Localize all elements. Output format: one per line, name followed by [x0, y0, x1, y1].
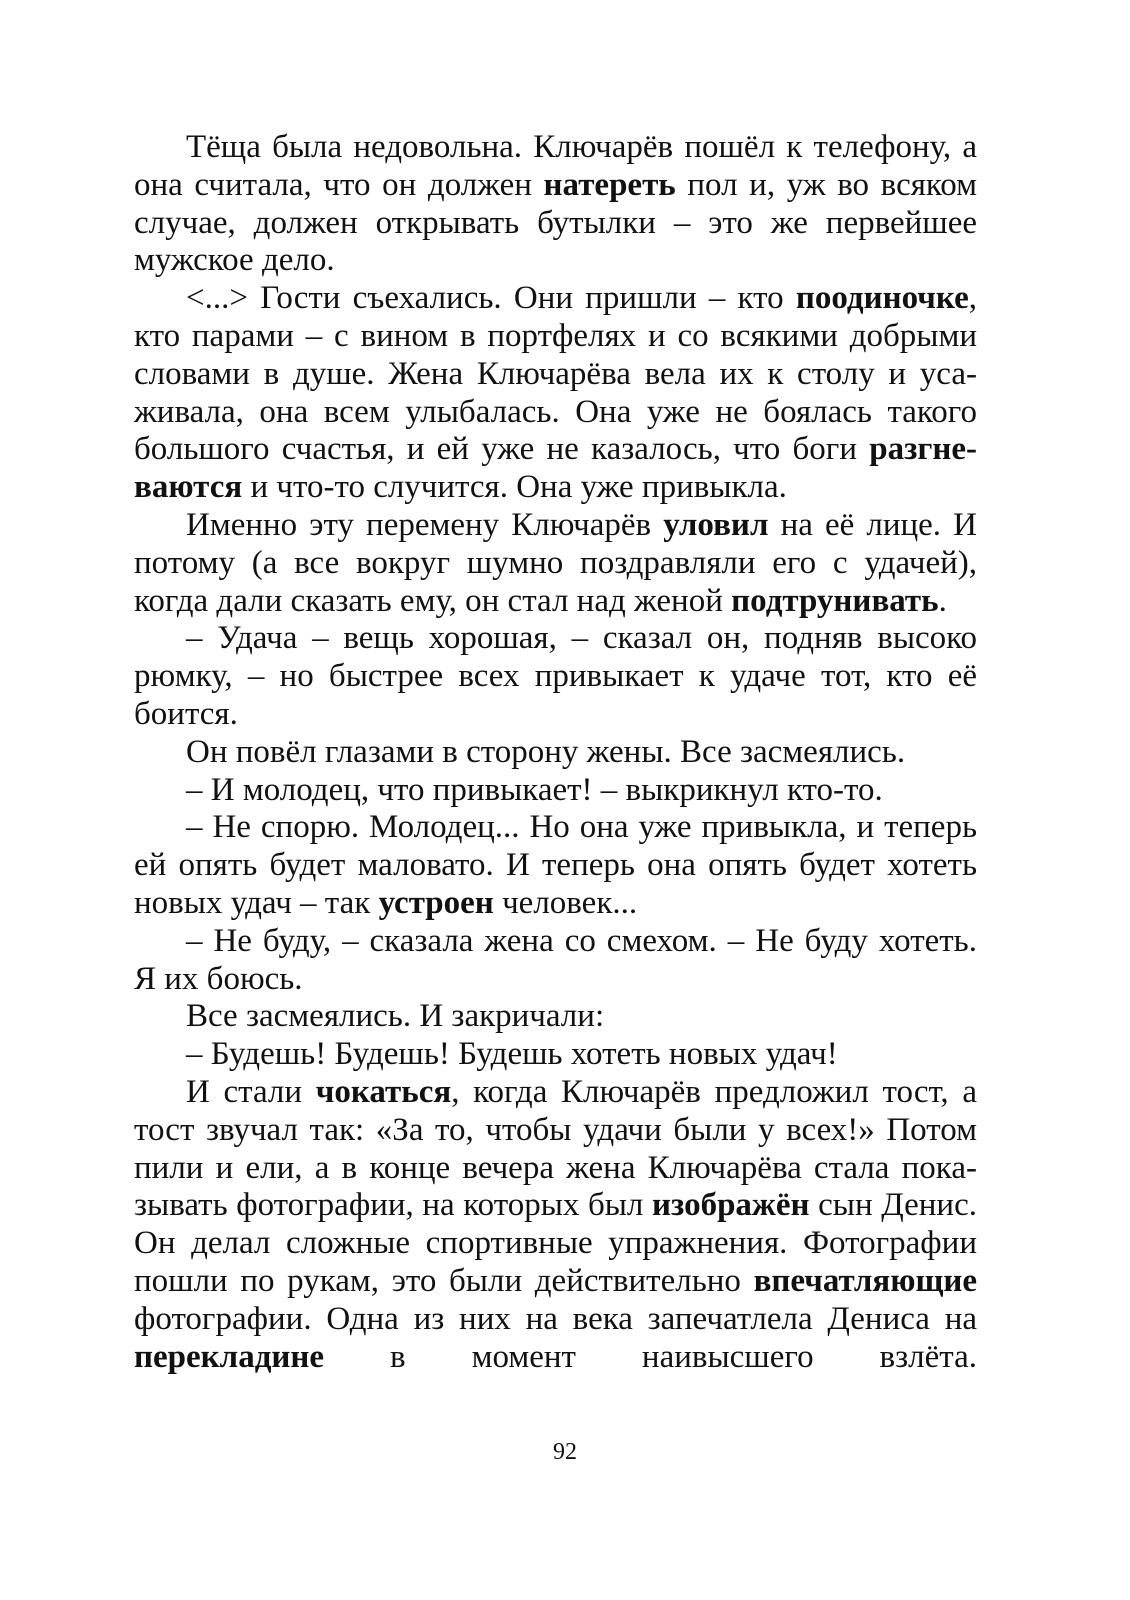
text-run: , кто парами – с вином в портфелях и со всякими добрыми словами в душе. Жена Ключарёва вела их к столу и усаживала, она всем улыбалась. Она уже не боялась такого большого счастья, и ей уже не казалось, что боги [134, 280, 977, 468]
text-run: в момент наивысшего взлёта. [324, 1338, 977, 1375]
text-run: Все засмеялись. И закричали: [186, 998, 605, 1035]
text-run: – Не буду, – сказала жена со смехом. – Не буду хотеть. Я их боюсь. [134, 922, 977, 997]
text-run: и что-то случится. Она уже привыкла. [242, 469, 787, 506]
text-run: – Будешь! Будешь! Будешь хотеть новых удач! [186, 1036, 838, 1073]
paragraph [134, 998, 977, 1036]
text-run: И стали [186, 1073, 316, 1110]
paragraph [134, 772, 977, 810]
paragraph [134, 280, 977, 507]
text-run: – Удача – вещь хорошая, – сказал он, подняв высоко рюмку, – но быстрее всех привыкает к удаче тот, кто её боится. [134, 620, 977, 732]
bold-term: поодиночке [795, 280, 969, 317]
bold-term: уловил [663, 506, 769, 543]
paragraph [134, 620, 977, 733]
text-run: на её лице. И потому (а все вокруг шумно поздравляли его с удачей), когда дали сказать ему, он стал над женой [134, 506, 977, 619]
text-run: Именно эту перемену Ключарёв [186, 506, 664, 543]
paragraph [134, 923, 977, 999]
text-run: – Не спорю. Молодец... Но она уже привыкла, и теперь ей опять будет маловато. И теперь она опять будет хотеть новых удач – так [134, 809, 977, 921]
paragraph [134, 1036, 977, 1074]
body-text [134, 129, 977, 1376]
bold-term: натереть [543, 166, 676, 203]
text-run: пол и, уж во всяком случае, должен открывать бутылки – это же первейшее мужское дело. [134, 166, 978, 279]
text-run: – И молодец, что привыкает! – выкрикнул кто-то. [186, 771, 883, 808]
bold-term: разгневаются [134, 431, 977, 506]
paragraph [134, 1074, 977, 1376]
text-run: , когда Ключарёв предложил тост, а тост звучал так: «За то, чтобы удачи были у всех!» Потом пили и ели, а в конце вечера жена Ключарёва стала показывать фотографии, на которых был [134, 1073, 977, 1224]
text-run: сын Денис. Он делал сложные спортивные упражнения. Фотографии пошли по рукам, это были действительно [134, 1187, 977, 1299]
page-number: 92 [553, 1439, 577, 1465]
text-run: фотографии. Одна из них на века запечатлела Дениса на [134, 1300, 977, 1337]
bold-term: изображён [652, 1187, 810, 1224]
text-run: . [938, 582, 947, 619]
text-run: Тёща была недовольна. Ключарёв пошёл к телефону, а она считала, что он должен [134, 129, 977, 203]
bold-term: чокаться [315, 1073, 452, 1110]
bold-term: перекладине [134, 1338, 325, 1375]
paragraph [134, 809, 977, 922]
text-run: человек... [493, 884, 638, 921]
bold-term: подтрунивать [731, 582, 939, 619]
paragraph [134, 734, 977, 772]
paragraph [134, 507, 977, 620]
paragraph [134, 129, 977, 280]
text-run: Он повёл глазами в сторону жены. Все засмеялись. [186, 733, 906, 770]
bold-term: впечатляющие [753, 1262, 977, 1299]
bold-term: устроен [378, 884, 494, 921]
text-run: <...> Гости съехались. Они пришли – кто [186, 280, 796, 317]
